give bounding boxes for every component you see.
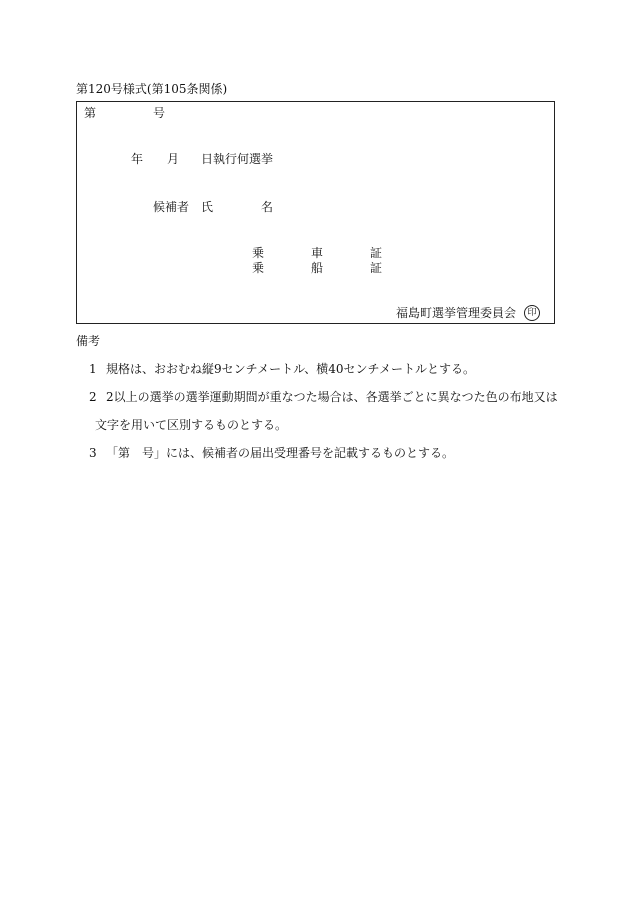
note-3-text: 「第 号」には、候補者の届出受理番号を記載するものとする。 — [106, 446, 455, 460]
note-2-number: 2 — [89, 390, 97, 404]
issuer-name: 福島町選挙管理委員会 — [396, 306, 517, 320]
note-3-number: 3 — [89, 446, 97, 460]
note-1-number: 1 — [89, 362, 97, 376]
note-1-text: 規格は、おおむね縦9センチメートル、横40センチメートルとする。 — [106, 362, 475, 376]
surname-label: 氏 — [201, 200, 214, 214]
month-label: 月 — [167, 152, 180, 166]
candidate-label: 候補者 — [153, 200, 190, 214]
form-title: 第120号様式(第105条関係) — [76, 82, 228, 96]
ride-ship-char-3: 証 — [370, 261, 383, 275]
form-frame — [76, 101, 555, 324]
note-2-continuation: 文字を用いて区別するものとする。 — [95, 418, 288, 432]
election-label: 日執行何選挙 — [201, 152, 274, 166]
year-label: 年 — [131, 152, 144, 166]
note-2-text: 2以上の選挙の選挙運動期間が重なつた場合は、各選挙ごとに異なつた色の布地又は — [106, 390, 558, 404]
ride-car-char-1: 乗 — [252, 246, 265, 260]
ride-car-char-2: 車 — [311, 246, 324, 260]
notes-heading: 備考 — [76, 334, 101, 348]
seal-stamp: 印 — [524, 305, 540, 321]
ride-ship-char-2: 船 — [311, 261, 324, 275]
given-name-label: 名 — [261, 200, 274, 214]
number-prefix: 第 — [84, 106, 97, 120]
ride-ship-char-1: 乗 — [252, 261, 265, 275]
ride-car-char-3: 証 — [370, 246, 383, 260]
number-suffix: 号 — [153, 106, 166, 120]
